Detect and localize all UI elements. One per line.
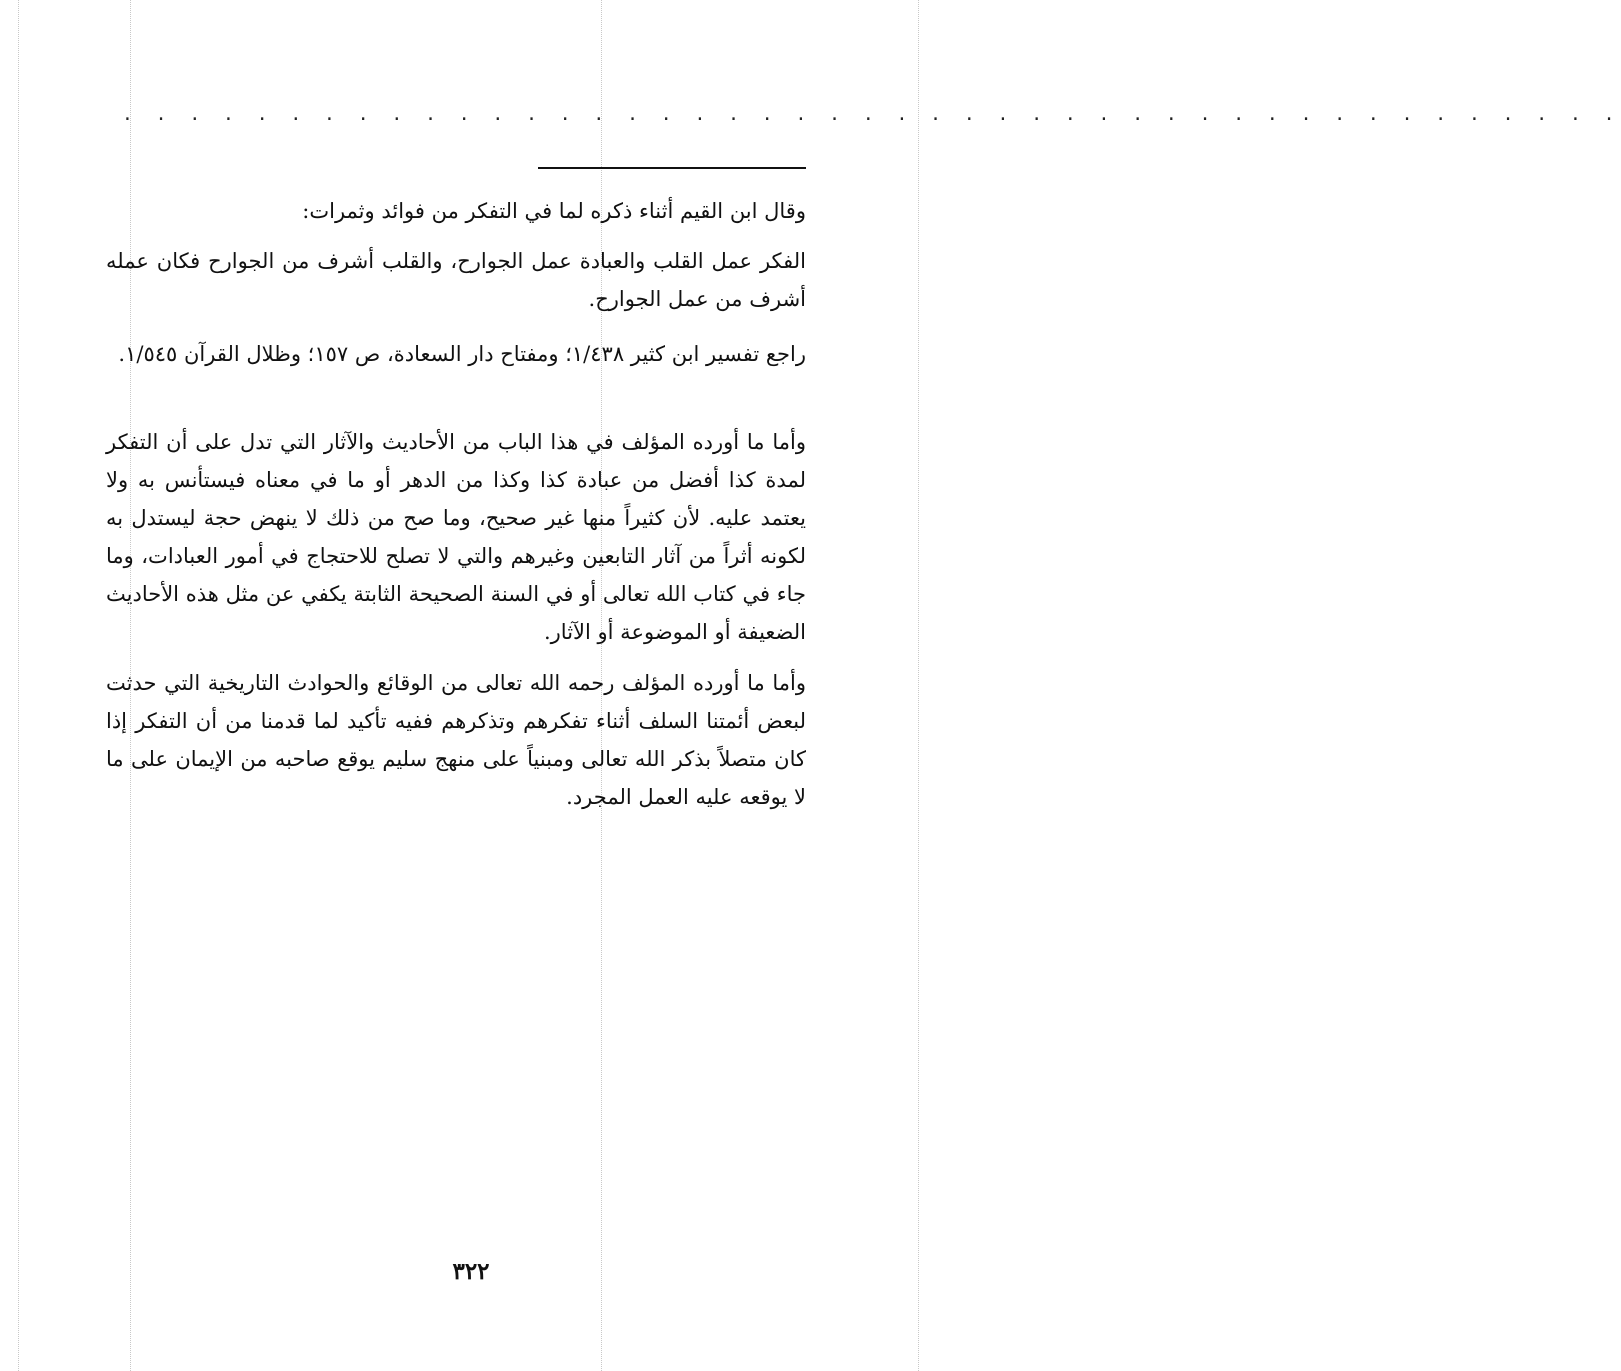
scan-dotted-line xyxy=(18,0,19,1371)
quote-paragraph: الفكر عمل القلب والعبادة عمل الجوارح، والقلب أشرف من الجوارح فكان عمله أشرف من عمل الجوارح. xyxy=(106,249,806,311)
body-paragraph-2: وأما ما أورده المؤلف رحمه الله تعالى من الوقائع والحوادث التاريخية التي حدثت لبعض أئمتنا السلف أثناء تفكرهم وتذكرهم ففيه تأكيد لما قدمنا من أن التفكر إذا كان متصلاً بذكر الله تعالى ومبنياً على منهج سليم يوقع صاحبه من الإيمان على ما لا يوقعه عليه العمل المجرد. xyxy=(106,671,806,809)
scan-dotted-line xyxy=(918,0,919,1371)
page-number: ٣٢٢ xyxy=(452,1258,490,1285)
intro-line: وقال ابن القيم أثناء ذكره لما في التفكر من فوائد وثمرات: xyxy=(302,199,806,223)
reference-paragraph: راجع تفسير ابن كثير ١/٤٣٨؛ ومفتاح دار السعادة، ص ١٥٧؛ وظلال القرآن ١/٥٤٥. xyxy=(118,342,806,366)
dotted-separator: . . . . . . . . . . . . . . . . . . . . . . . . . . . . . . . . . . . . . . . . . . . . . xyxy=(122,104,1621,125)
footnote-rule xyxy=(538,167,806,169)
body-paragraph-1: وأما ما أورده المؤلف في هذا الباب من الأحاديث والآثار التي تدل على أن التفكر لمدة كذا أفضل من عبادة كذا وكذا من الدهر أو ما في معناه فيستأنس به ولا يعتمد عليه. لأن كثيراً منها غير صحيح، وما صح من ذلك لا ينهض حجة ليستدل به لكونه أثراً من آثار التابعين وغيرهم والتي لا تصلح للاحتجاج في أمور العبادات، وما جاء في كتاب الله تعالى أو في السنة الصحيحة الثابتة يكفي عن مثل هذه الأحاديث الضعيفة أو الموضوعة أو الآثار. xyxy=(106,430,806,644)
